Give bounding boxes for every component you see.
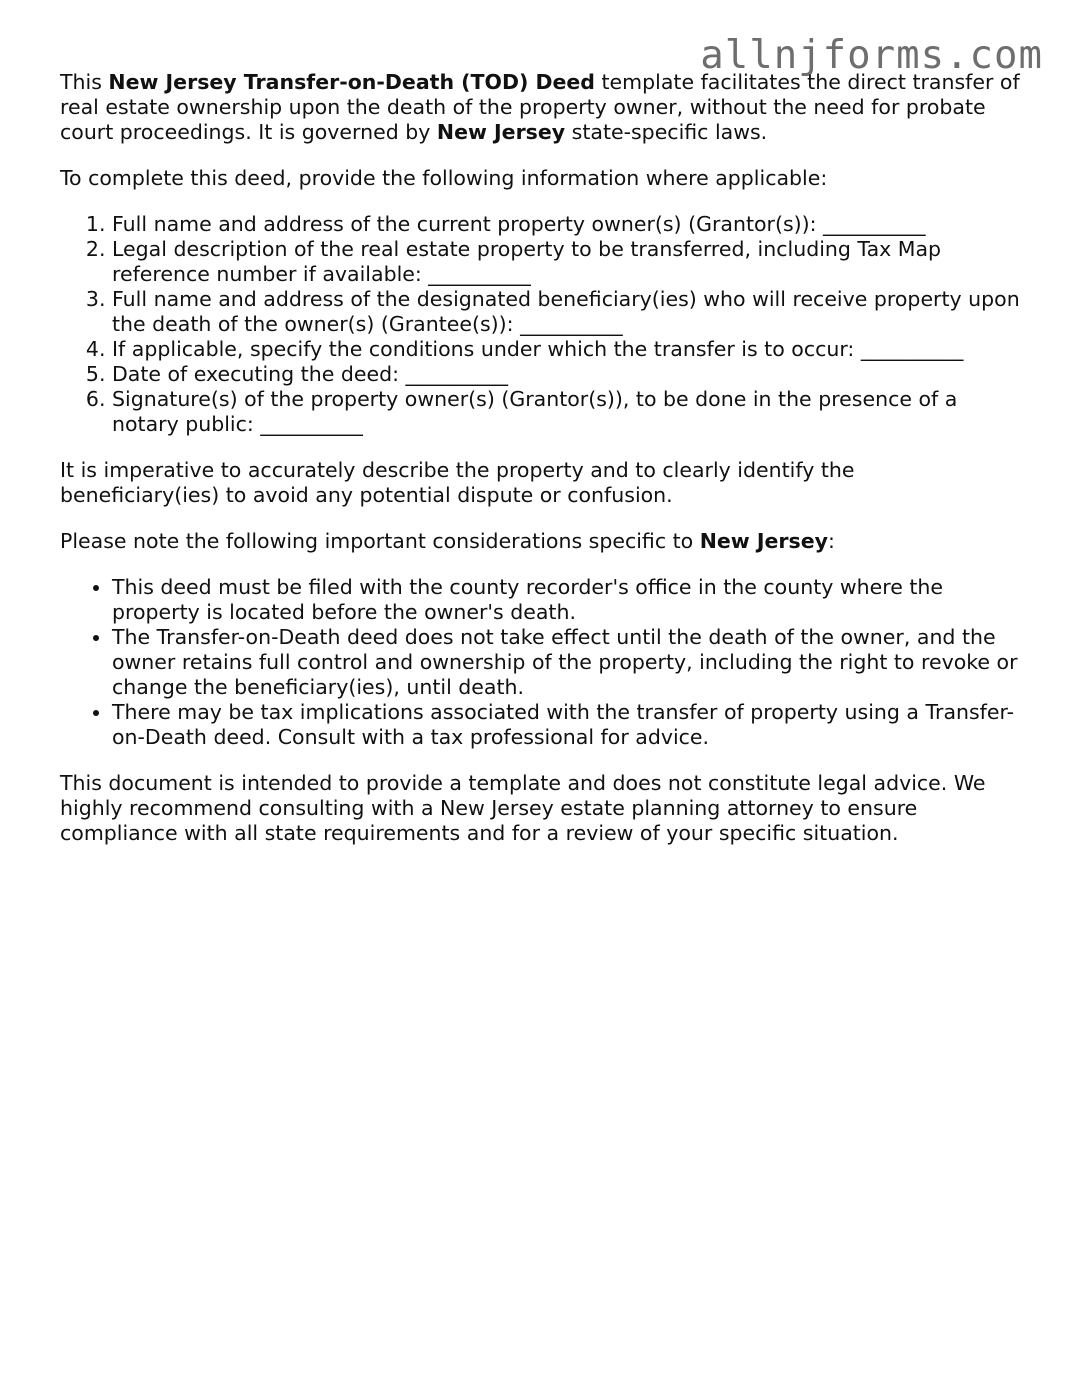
list-item: • There may be tax implications associated with the transfer of property using a Transfer-on-Death deed. Consult with a tax professional for advice.	[112, 700, 1020, 750]
accuracy-note: It is imperative to accurately describe the property and to clearly identify the beneficiary(ies) to avoid any potential dispute or confusion.	[60, 458, 855, 507]
intro-bold-title: New Jersey Transfer-on-Death (TOD) Deed	[108, 70, 595, 94]
considerations-text-1: Please note the following important considerations specific to	[60, 529, 700, 553]
required-info-list	[60, 212, 1020, 437]
considerations-text-2: :	[827, 529, 835, 553]
considerations-list	[60, 575, 1020, 750]
instructions-lead: To complete this deed, provide the following information where applicable:	[60, 166, 828, 190]
list-item: 2. Legal description of the real estate property to be transferred, including Tax Map reference number if available: __________	[112, 237, 1020, 287]
document-body	[60, 70, 1020, 867]
list-item: • This deed must be filed with the county recorder's office in the county where the property is located before the owner's death.	[112, 575, 1020, 625]
site-watermark: allnjforms.com	[700, 33, 1043, 78]
list-item: 5. Date of executing the deed: __________	[112, 362, 1020, 387]
intro-bold-state: New Jersey	[436, 120, 566, 144]
list-item: 3. Full name and address of the designated beneficiary(ies) who will receive property upon the death of the owner(s) (Grantee(s)): __________	[112, 287, 1020, 337]
considerations-bold-state: New Jersey	[699, 529, 828, 553]
intro-text-1: This	[60, 70, 109, 94]
disclaimer: This document is intended to provide a template and does not constitute legal advice. We highly recommend consulting with a New Jersey estate planning attorney to ensure compliance with all state requirements and for a review of your specific situation.	[60, 771, 986, 845]
intro-text-3: state-specific laws.	[565, 120, 768, 144]
list-item: 6. Signature(s) of the property owner(s) (Grantor(s)), to be done in the presence of a notary public: __________	[112, 387, 1020, 437]
intro-text-2: template facilitates the direct transfer of real estate ownership upon the death of the property owner, without the need for probate court proceedings. It is governed by	[60, 70, 1020, 144]
list-item: • The Transfer-on-Death deed does not take effect until the death of the owner, and the owner retains full control and ownership of the property, including the right to revoke or change the beneficiary(ies), until death.	[112, 625, 1020, 700]
considerations-lead	[60, 529, 1020, 554]
list-item: 1. Full name and address of the current property owner(s) (Grantor(s)): __________	[112, 212, 1020, 237]
list-item: 4. If applicable, specify the conditions under which the transfer is to occur: __________	[112, 337, 1020, 362]
intro-paragraph	[60, 70, 1020, 145]
